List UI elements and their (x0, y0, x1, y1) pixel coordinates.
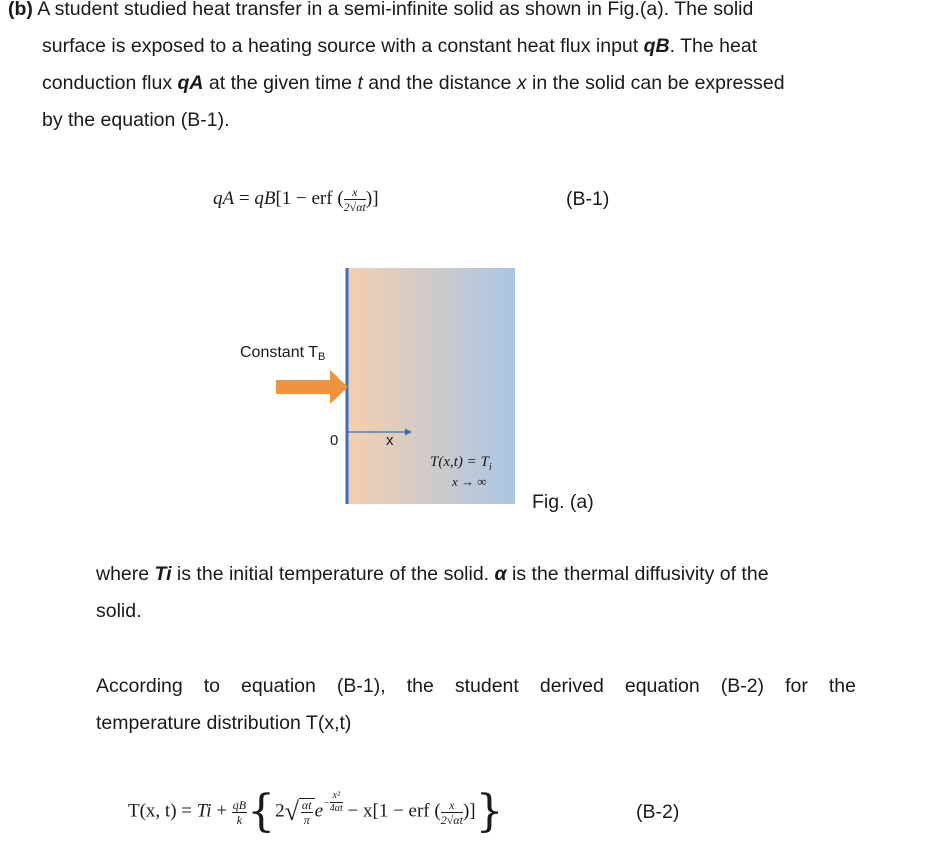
eq2-lhs: T(x, t) = (128, 800, 197, 822)
eq1-fraction (344, 186, 366, 213)
intro-text-3d: in the solid can be expressed (526, 72, 785, 94)
intro-text-3b: at the given time (203, 72, 358, 94)
eq2-frac-den: k (236, 812, 243, 827)
eq1-qb: qB (254, 187, 276, 209)
where-line-1 (96, 556, 769, 593)
intro-line-1 (8, 0, 753, 28)
part-label: (b) (8, 0, 33, 20)
eq2-ti: Ti (196, 800, 212, 822)
eq2-close-brace: } (475, 786, 504, 837)
where-text-b: is the initial temperature of the solid. (171, 563, 495, 585)
constant-tb-label (240, 344, 325, 363)
eq2-sqrt-frac (299, 798, 315, 826)
where-text-a: where (96, 563, 155, 585)
intro-text-3a: conduction flux (42, 72, 178, 94)
intro-line-2 (42, 28, 757, 65)
intro-text-1: A student studied heat transfer in a semi-infinite solid as shown in Fig.(a). The solid (37, 0, 754, 20)
eq2-qb-over-k (232, 799, 247, 826)
eq2-close: )] (462, 800, 476, 822)
constant-label-sub: B (317, 351, 326, 363)
eq2-plus: + (211, 800, 232, 822)
eq1-lhs: qA (213, 187, 235, 209)
eq1-num: x (344, 186, 366, 200)
eq2-label: (B-2) (636, 801, 680, 823)
eq2-erf-num: x (441, 799, 463, 813)
x-axis-label: x (386, 432, 394, 449)
eq2-e: e (314, 800, 323, 822)
intro-text-2a: surface is exposed to a heating source with a constant heat flux input (42, 35, 644, 57)
eq2-frac-num: qB (232, 797, 247, 812)
symbol-qb: qB (643, 35, 670, 57)
eq1-label: (B-1) (566, 188, 610, 210)
eq2-exp-num: x² (330, 791, 343, 803)
eq2-minus: − x[1 − erf ( (342, 800, 441, 822)
eq2-sqrt-sign: √ (284, 797, 299, 826)
constant-label-text: Constant T (240, 344, 318, 361)
equation-b1 (213, 186, 379, 213)
figure-caption: Fig. (a) (532, 491, 594, 513)
symbol-ti: Ti (154, 563, 172, 585)
eq2-open-brace: { (247, 786, 276, 837)
eq1-equals: = (234, 187, 255, 209)
equation-b2 (128, 786, 504, 837)
origin-label: 0 (330, 432, 339, 449)
eq2-two: 2 (275, 800, 285, 822)
heat-flux-arrow (276, 370, 348, 404)
eq2-erf-frac (441, 799, 463, 826)
eq2-erf-den: 2√αt (440, 812, 463, 827)
eq2-exponent: − $\frac{\text{x²}}{4\alpha t}$ (323, 789, 343, 814)
symbol-qa: qA (177, 72, 204, 94)
boundary-condition (430, 454, 492, 473)
eq2-sqrt-den: π (303, 813, 310, 827)
where-line-2: solid. (96, 600, 142, 622)
intro-text-3c: and the distance (362, 72, 517, 94)
symbol-x: x (516, 72, 527, 94)
boundary-eq-sub: i (488, 462, 492, 473)
boundary-eq-text: T(x,t) = T (430, 454, 489, 470)
eq1-open: [1 − erf ( (275, 187, 344, 209)
eq2-exp-den: 4αt (329, 802, 343, 814)
figure-a (230, 260, 630, 520)
figure-svg (230, 260, 630, 520)
according-line-1: According to equation (B-1), the student derived equation (B-2) for the (96, 675, 856, 697)
symbol-t: t (357, 72, 363, 94)
intro-line-3 (42, 65, 785, 102)
where-text-c: is the thermal diffusivity of the (506, 563, 769, 585)
symbol-alpha: α (494, 563, 507, 585)
eq2-sqrt-num: αt (301, 798, 312, 812)
eq1-close: )] (365, 187, 379, 209)
eq1-den: 2√αt (343, 200, 366, 214)
intro-line-4: by the equation (B-1). (42, 109, 230, 131)
according-line-2: temperature distribution T(x,t) (96, 712, 352, 734)
intro-text-2b: . The heat (669, 35, 758, 57)
eq2-exp-frac (330, 791, 343, 814)
boundary-limit: x → ∞ (452, 474, 487, 489)
